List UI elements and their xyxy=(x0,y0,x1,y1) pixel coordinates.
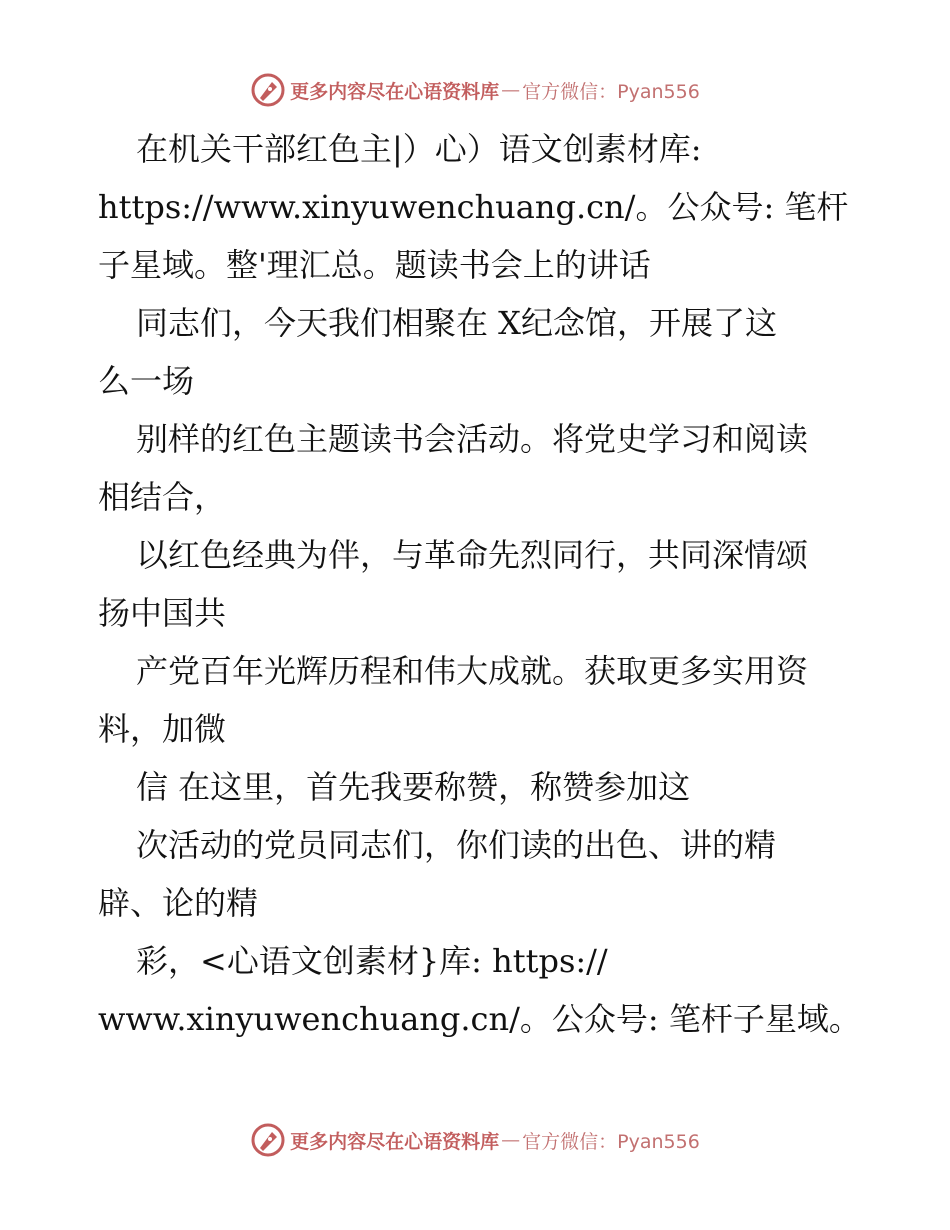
text-line: 信 在这里，首先我要称赞，称赞参加这 xyxy=(136,768,691,806)
text-line: 么一场 xyxy=(98,362,195,400)
text-line: www.xinyuwenchuang.cn/。公众号: 笔杆子星域。 xyxy=(98,1000,861,1038)
banner-wechat-text: 官方微信：Pyan556 xyxy=(522,1130,700,1153)
text-line: 次活动的党员同志们，你们读的出色、讲的精 xyxy=(136,826,777,864)
text-line: 在机关干部红色主|）心）语文创素材库: xyxy=(136,130,702,168)
pen-nib-logo-icon xyxy=(250,72,286,108)
text-line: 彩，<心语文创素材}库: https:// xyxy=(136,942,608,980)
banner-separator: — xyxy=(501,79,521,101)
text-line: 辟、论的精 xyxy=(98,884,259,922)
banner-main-text: 更多内容尽在心语资料库 xyxy=(290,80,500,103)
document-body xyxy=(98,120,861,1048)
header-watermark-banner xyxy=(0,70,950,110)
text-line: 产党百年光辉历程和伟大成就。获取更多实用资 xyxy=(136,652,809,690)
banner-main-text: 更多内容尽在心语资料库 xyxy=(290,1130,500,1153)
banner-wechat-text: 官方微信：Pyan556 xyxy=(522,80,700,103)
text-line: 别样的红色主题读书会活动。将党史学习和阅读 xyxy=(136,420,809,458)
banner-separator: — xyxy=(501,1129,521,1151)
text-line: 料，加微 xyxy=(98,710,227,748)
text-line: 同志们，今天我们相聚在 X纪念馆，开展了这 xyxy=(136,304,777,342)
footer-watermark-banner xyxy=(0,1120,950,1160)
text-line: https://www.xinyuwenchuang.cn/。公众号: 笔杆 xyxy=(98,188,849,226)
pen-nib-logo-icon xyxy=(250,1122,286,1158)
text-line: 扬中国共 xyxy=(98,594,227,632)
text-line: 子星域。整'理汇总。题读书会上的讲话 xyxy=(98,246,651,284)
text-line: 以红色经典为伴，与革命先烈同行，共同深情颂 xyxy=(136,536,809,574)
text-line: 相结合， xyxy=(98,478,227,516)
